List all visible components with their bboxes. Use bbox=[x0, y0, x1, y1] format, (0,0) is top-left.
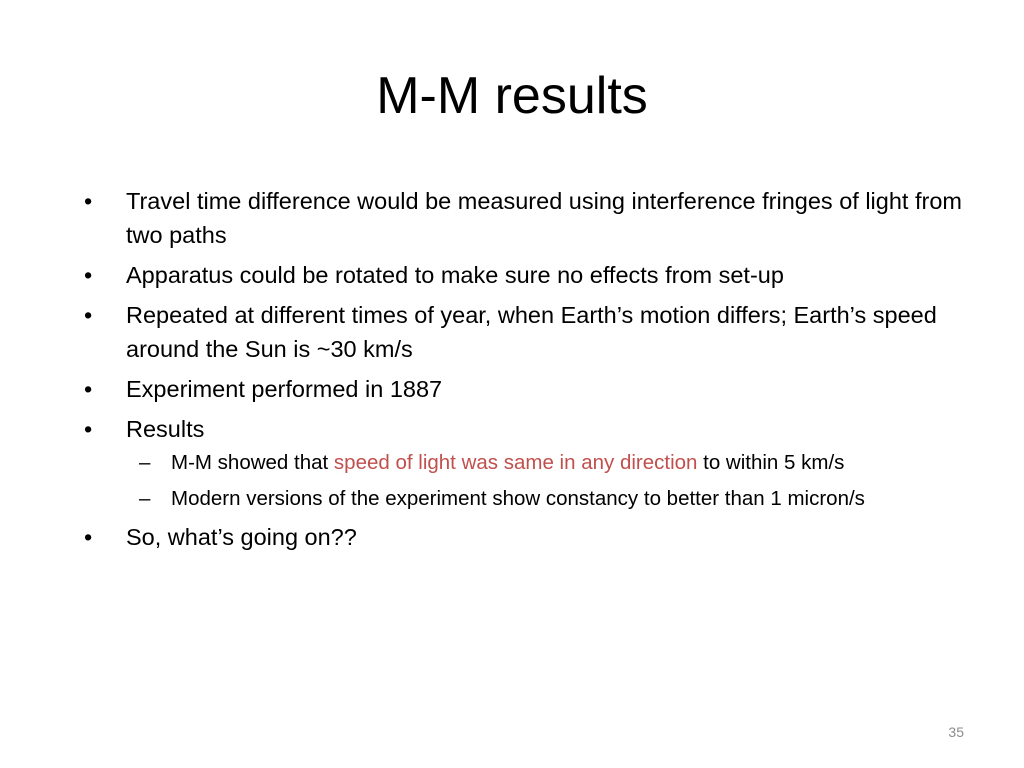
bullet-icon: • bbox=[84, 302, 93, 328]
bullet-item bbox=[84, 184, 964, 252]
sub-bullet-list bbox=[126, 448, 964, 514]
bullet-text: Travel time difference would be measured using interference fringes of light from two paths bbox=[126, 188, 962, 248]
bullet-item bbox=[84, 372, 964, 406]
dash-icon: – bbox=[139, 451, 151, 474]
bullet-text: Apparatus could be rotated to make sure no effects from set-up bbox=[126, 262, 784, 288]
bullet-text: Results bbox=[126, 416, 205, 442]
sub-bullet-container bbox=[126, 448, 964, 514]
bullet-text: Repeated at different times of year, when Earth’s motion differs; Earth’s speed around the Sun is ~30 km/s bbox=[126, 302, 937, 362]
bullet-icon: • bbox=[84, 262, 93, 288]
bullet-item-results bbox=[84, 412, 964, 514]
sub-bullet-item bbox=[126, 484, 964, 514]
dash-icon: – bbox=[139, 487, 151, 510]
bullet-item bbox=[84, 520, 964, 554]
sub-bullet-highlight: speed of light was same in any direction bbox=[333, 451, 698, 474]
bullet-item bbox=[84, 298, 964, 366]
bullet-icon: • bbox=[84, 524, 93, 550]
bullet-icon: • bbox=[84, 188, 93, 214]
sub-bullet-text: Modern versions of the experiment show constancy to better than 1 micron/s bbox=[171, 487, 865, 510]
bullet-icon: • bbox=[84, 376, 93, 402]
page-number: 35 bbox=[948, 724, 964, 740]
bullet-list bbox=[84, 184, 964, 554]
sub-bullet-item bbox=[126, 448, 964, 478]
sub-bullet-suffix: to within 5 km/s bbox=[697, 451, 845, 474]
bullet-icon: • bbox=[84, 416, 93, 442]
bullet-item bbox=[84, 258, 964, 292]
slide-body bbox=[84, 184, 964, 560]
slide-title: M-M results bbox=[376, 67, 648, 125]
bullet-text: So, what’s going on?? bbox=[126, 524, 357, 550]
bullet-text: Experiment performed in 1887 bbox=[126, 376, 443, 402]
sub-bullet-prefix: M-M showed that bbox=[171, 451, 334, 474]
